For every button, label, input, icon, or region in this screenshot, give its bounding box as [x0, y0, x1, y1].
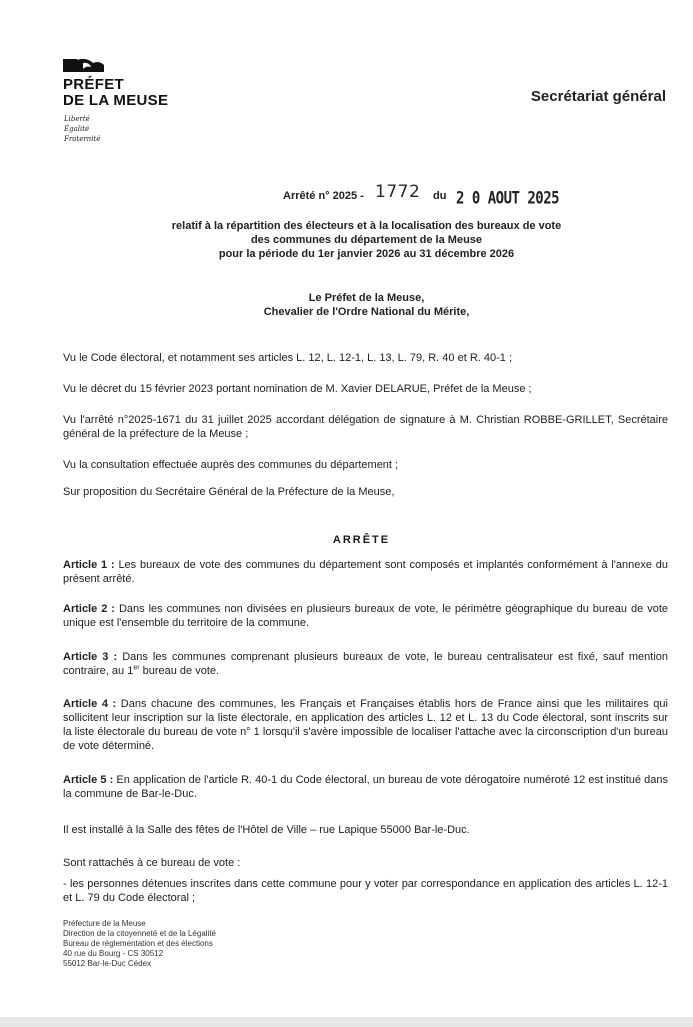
rattachement-item: - les personnes détenues inscrites dans cette commune pour y voter par correspondance en application des articles L. 12-1 et L. 79 du Code électoral ; [63, 878, 668, 904]
article-text-end: bureau de vote. [139, 665, 220, 677]
motto-egalite: Égalité [64, 125, 90, 133]
arrete-heading: ARRÊTE [332, 534, 391, 546]
article-text: Dans les communes non divisées en plusieurs bureaux de vote, le périmètre géographique du bureau de vote unique est l'ensemble du territoire de la commune. [63, 603, 668, 629]
superscript: er [133, 664, 140, 672]
service-name: Secrétariat général [530, 88, 666, 105]
visa-item: Vu la consultation effectuée auprès des communes du département ; [63, 459, 399, 471]
logo-line1: PRÉFET [63, 76, 124, 93]
article-text: En application de l'article R. 40-1 du Code électoral, un bureau de vote dérogatoire numéroté 12 est institué dans la commune de Bar-le-Duc. [63, 774, 668, 800]
republic-motto [64, 114, 100, 144]
footer-line: Bureau de réglementation et des élections [63, 939, 213, 948]
footer-line: Direction de la citoyenneté et de la Légalité [63, 929, 216, 938]
article-4 [63, 697, 668, 753]
subject-line-3: pour la période du 1er janvier 2026 au 31 décembre 2026 [218, 248, 515, 260]
prefet-line-1: Le Préfet de la Meuse, [308, 292, 425, 304]
date-du-label: du [433, 190, 447, 202]
logo-line2: DE LA MEUSE [63, 92, 169, 109]
prefecture-logo-title [63, 77, 168, 109]
article-label: Article 3 : [63, 651, 118, 663]
article-1 [63, 558, 668, 586]
prefet-line-2: Chevalier de l'Ordre National du Mérite, [263, 306, 470, 318]
motto-liberte: Liberté [64, 115, 90, 123]
article-label: Article 4 : [63, 698, 117, 710]
arrete-number-prefix: Arrêté n° 2025 - [283, 190, 364, 202]
subject-line-1: relatif à la répartition des électeurs et à la localisation des bureaux de vote [171, 220, 562, 232]
visa-item: Vu l'arrêté n°2025-1671 du 31 juillet 2025 accordant délégation de signature à M. Christian ROBBE-GRILLET, Secrétaire général de la préfecture de la Meuse ; [63, 414, 668, 440]
handwritten-arrete-number: 1772 [375, 182, 421, 202]
footer-line: 55012 Bar-le-Duc Cédex [63, 959, 152, 968]
footer-line: Préfecture de la Meuse [63, 919, 146, 928]
prefet-title-block [0, 291, 693, 319]
article-5 [63, 773, 668, 801]
article-label: Article 1 : [63, 559, 115, 571]
article-3 [63, 650, 668, 678]
article-text: Dans les communes comprenant plusieurs bureaux de vote, le bureau centralisateur est fixé, sauf mention contraire, au 1 [63, 651, 668, 677]
arrete-subject [0, 219, 693, 261]
bureau-location-paragraph: Il est installé à la Salle des fêtes de l'Hôtel de Ville – rue Lapique 55000 Bar-le-Duc. [63, 824, 470, 836]
footer-address [63, 919, 216, 969]
article-2 [63, 602, 668, 630]
visa-item: Sur proposition du Secrétaire Général de la Préfecture de la Meuse, [63, 486, 395, 498]
article-text: Les bureaux de vote des communes du département sont composés et implantés conformément à l'annexe du présent arrêté. [63, 559, 668, 585]
marianne-logo-icon [63, 57, 105, 73]
article-label: Article 5 : [63, 774, 114, 786]
stamped-date: 2 0 AOUT 2025 [456, 189, 560, 209]
motto-fraternite: Fraternité [64, 135, 101, 143]
article-text: Dans chacune des communes, les Français et Françaises établis hors de France ainsi que les militaires qui sollicitent leur inscription sur la liste électorale, en application des articles L. 12 et L. 13 du Code électoral, sont inscrits sur la liste électorale du bureau de vote n° 1 lorsqu'il s'avère impossible de localiser l'attache avec la circonscription d'un bureau de vote déterminé. [63, 698, 668, 752]
subject-line-2: des communes du département de la Meuse [250, 234, 483, 246]
visa-item: Vu le Code électoral, et notamment ses articles L. 12, L. 12-1, L. 13, L. 79, R. 40 et R. 40-1 ; [63, 352, 513, 364]
footer-line: 40 rue du Bourg - CS 30512 [63, 949, 164, 958]
rattachement-intro: Sont rattachés à ce bureau de vote : [63, 857, 241, 869]
page-bottom-edge [0, 1017, 693, 1027]
visa-item: Vu le décret du 15 février 2023 portant nomination de M. Xavier DELARUE, Préfet de la Meuse ; [63, 383, 532, 395]
article-label: Article 2 : [63, 603, 115, 615]
